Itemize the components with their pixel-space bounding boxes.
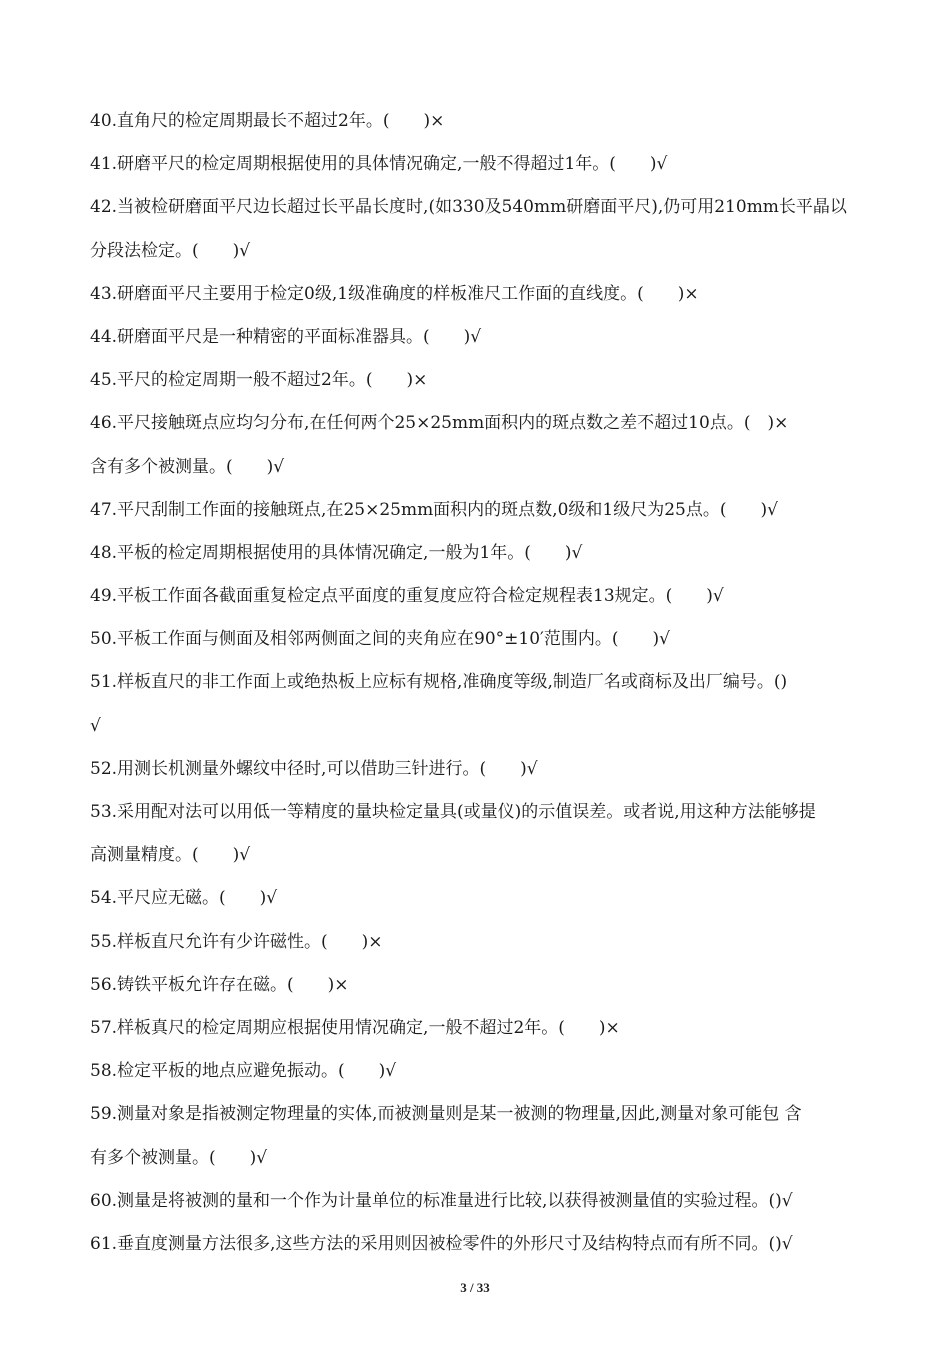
text-line: 59.测量对象是指被测定物理量的实体,而被测量则是某一被测的物理量,因此,测量对象可能包 含 — [90, 1104, 802, 1125]
text-line: √ — [90, 715, 101, 736]
text-line: 56.铸铁平板允许存在磁。( )× — [90, 974, 349, 995]
text-line: 50.平板工作面与侧面及相邻两侧面之间的夹角应在90°±10′范围内。( )√ — [90, 629, 670, 650]
question-list — [90, 100, 910, 1266]
text-line: 51.样板直尺的非工作面上或绝热板上应标有规格,准确度等级,制造厂名或商标及出厂编号。() — [90, 672, 788, 693]
text-line: 41.研磨平尺的检定周期根据使用的具体情况确定,一般不得超过1年。( )√ — [90, 154, 668, 175]
text-line: 55.样板直尺允许有少许磁性。( )× — [90, 931, 383, 952]
text-line: 含有多个被测量。( )√ — [90, 456, 285, 477]
text-line: 54.平尺应无磁。( )√ — [90, 888, 278, 909]
text-line: 分段法检定。( )√ — [90, 240, 251, 261]
text-line: 57.样板真尺的检定周期应根据使用情况确定,一般不超过2年。( )× — [90, 1017, 620, 1038]
text-line: 42.当被检研磨面平尺边长超过长平晶长度时,(如330及540mm研磨面平尺),仍可用210mm长平晶以 — [90, 197, 847, 218]
text-line: 有多个被测量。( )√ — [90, 1147, 268, 1168]
text-line: 46.平尺接触斑点应均匀分布,在任何两个25×25mm面积内的斑点数之差不超过10点。( )× — [90, 413, 789, 434]
text-line: 58.检定平板的地点应避免振动。( )√ — [90, 1061, 397, 1082]
text-line: 43.研磨面平尺主要用于检定0级,1级准确度的样板准尺工作面的直线度。( )× — [90, 283, 699, 304]
text-line: 53.采用配对法可以用低一等精度的量块检定量具(或量仪)的示值误差。或者说,用这种方法能够提 — [90, 802, 816, 822]
text-line: 40.直角尺的检定周期最长不超过2年。( )× — [90, 111, 445, 131]
text-line: 52.用测长机测量外螺纹中径时,可以借助三针进行。( )√ — [90, 758, 538, 779]
page-number: 3 / 33 — [460, 1280, 490, 1295]
text-line: 48.平板的检定周期根据使用的具体情况确定,一般为1年。( )√ — [90, 542, 583, 563]
text-line: 高测量精度。( )√ — [90, 845, 251, 866]
text-line: 47.平尺刮制工作面的接触斑点,在25×25mm面积内的斑点数,0级和1级尺为25点。( )√ — [90, 499, 778, 520]
text-line: 49.平板工作面各截面重复检定点平面度的重复度应符合检定规程表13规定。( )√ — [90, 586, 724, 607]
text-line: 44.研磨面平尺是一种精密的平面标准器具。( )√ — [90, 326, 482, 347]
text-line: 60.测量是将被测的量和一个作为计量单位的标准量进行比较,以获得被测量值的实验过程。()√ — [90, 1190, 793, 1211]
text-line: 45.平尺的检定周期一般不超过2年。( )× — [90, 370, 428, 391]
text-line: 61.垂直度测量方法很多,这些方法的采用则因被检零件的外形尺寸及结构特点而有所不同。()√ — [90, 1233, 793, 1254]
